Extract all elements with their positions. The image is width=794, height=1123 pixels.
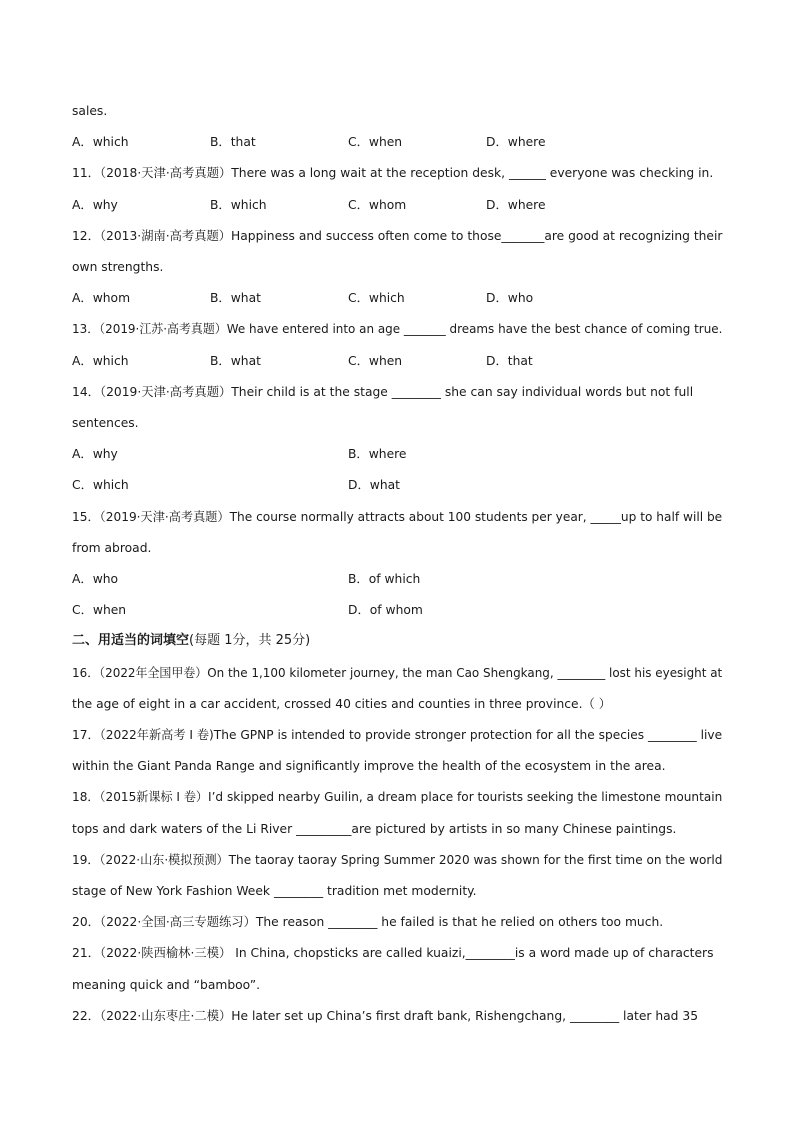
section-title: 二、用适当的词填空: [72, 633, 190, 648]
option-c: C．when: [348, 354, 403, 368]
option-c: C．when: [348, 135, 403, 149]
option-d: D．what: [348, 478, 400, 492]
question-12: 12．（2013·湖南·高考真题）Happiness and success often come to those_______are good at recognizing their: [72, 229, 723, 243]
option-d: D．where: [486, 135, 546, 149]
option-b: B．what: [210, 291, 261, 305]
question-text-line: meaning quick and “bamboo”.: [72, 978, 261, 992]
section-points: (每题 1分，共 25分): [189, 633, 311, 648]
question-16: 16．（2022年全国甲卷）On the 1,100 kilometer journey, the man Cao Shengkang, ________ lost his eyesight at: [72, 666, 723, 680]
question-text-line: within the Giant Panda Range and significantly improve the health of the ecosystem in the area.: [72, 759, 666, 773]
option-d: D．who: [486, 291, 534, 305]
option-a: A．why: [72, 447, 118, 461]
option-a: A．whom: [72, 291, 131, 305]
option-a: A．who: [72, 572, 119, 586]
question-text-line: stage of New York Fashion Week ________ tradition met modernity.: [72, 884, 477, 898]
question-22: 22．（2022·山东枣庄·二模）He later set up China’s first draft bank, Rishengchang, ________ later had 35: [72, 1009, 699, 1023]
option-d: D．of whom: [348, 603, 423, 617]
question-text-line: own strengths.: [72, 260, 164, 274]
question-19: 19．（2022·山东·模拟预测）The taoray taoray Spring Summer 2020 was shown for the first time on the world: [72, 853, 723, 867]
question-18: 18．（2015新课标 I 卷）I’d skipped nearby Guilin, a dream place for tourists seeking the limestone mountain: [72, 790, 723, 804]
option-b: B．where: [348, 447, 407, 461]
option-d: D．where: [486, 198, 546, 212]
question-21: 21．（2022·陕西榆林·三模） In China, chopsticks are called kuaizi,________is a word made up of characters: [72, 946, 714, 960]
option-a: A．why: [72, 198, 118, 212]
question-20: 20．（2022·全国·高三专题练习）The reason ________ he failed is that he relied on others too much.: [72, 915, 664, 929]
option-b: B．what: [210, 354, 261, 368]
question-11: 11．（2018·天津·高考真题）There was a long wait at the reception desk, ______ everyone was checking in.: [72, 166, 714, 180]
question-text-line: sentences.: [72, 416, 139, 430]
question-13: 13．（2019·江苏·高考真题）We have entered into an age _______ dreams have the best chance of coming true.: [72, 322, 723, 336]
option-a: A．which: [72, 354, 129, 368]
option-d: D．that: [486, 354, 533, 368]
question-text-line: the age of eight in a car accident, crossed 40 cities and counties in three province.（ ）: [72, 697, 612, 711]
option-c: C．which: [72, 478, 129, 492]
option-b: B．of which: [348, 572, 421, 586]
option-c: C．whom: [348, 198, 407, 212]
question-15: 15．（2019·天津·高考真题）The course normally attracts about 100 students per year, _____up to half will be: [72, 510, 723, 524]
option-b: B．which: [210, 198, 267, 212]
option-b: B．that: [210, 135, 256, 149]
question-14: 14．（2019·天津·高考真题）Their child is at the stage ________ she can say individual words but not full: [72, 385, 694, 399]
section-heading: [72, 633, 310, 649]
option-a: A．which: [72, 135, 129, 149]
question-text-line: tops and dark waters of the Li River _________are pictured by artists in so many Chinese paintings.: [72, 822, 677, 836]
option-c: C．when: [72, 603, 127, 617]
question-text-line: from abroad.: [72, 541, 152, 555]
question-text-line: sales.: [72, 104, 108, 118]
option-c: C．which: [348, 291, 405, 305]
question-17: 17．（2022年新高考 I 卷)The GPNP is intended to provide stronger protection for all the species ________ live: [72, 728, 723, 742]
